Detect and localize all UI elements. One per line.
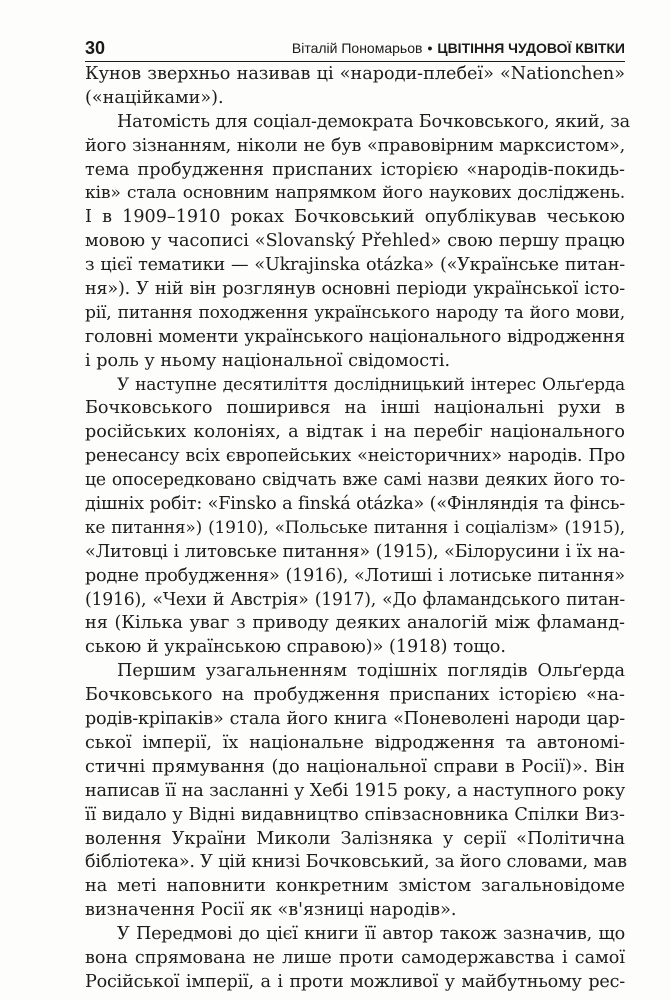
text-line: родне пробудження» (1916), «Лотиші і лотиське питання» <box>85 565 625 586</box>
body-text <box>85 63 630 995</box>
page-number: 30 <box>85 38 106 58</box>
text-line: Бочковського на пробудження приспаних історією «на- <box>85 685 625 706</box>
text-line: і роль у ньому національної свідомості. <box>85 350 451 371</box>
text-line: волення України Миколи Залізняка у серії «Політична <box>85 828 625 849</box>
running-head-separator: • <box>427 40 433 56</box>
paragraph <box>85 660 625 923</box>
text-line: її видало у Відні видавництво співзасновника Спілки Виз- <box>85 804 625 825</box>
text-line: Бочковського поширився на інші національні рухи в <box>85 398 625 419</box>
text-line: У Передмові до цієї книги її автор також зазначив, що <box>117 924 625 945</box>
running-head-author: Віталій Пономарьов <box>291 40 423 56</box>
text-line: У наступне десятиліття дослідницький інтерес Ольґерда <box>117 374 625 395</box>
running-head-book-title: ЦВІТІННЯ ЧУДОВОЇ КВІТКИ <box>437 40 625 56</box>
text-line: головні моменти українського національного відродження <box>85 326 625 347</box>
paragraph <box>85 111 630 374</box>
page-header <box>85 38 625 60</box>
paragraph <box>85 923 625 995</box>
text-line: на меті наповнити конкретним змістом загальновідоме <box>85 876 625 897</box>
text-line: ської імперії, їх національне відродження та автономі- <box>85 732 625 753</box>
text-line: бібліотека». У цій книзі Бочковський, за його словами, мав <box>85 852 627 873</box>
text-line: І в 1909–1910 роках Бочковський опублікував чеською <box>85 207 625 228</box>
text-line: рії, питання походження українського народу та його мови, <box>85 302 625 323</box>
text-line: ренесансу всіх європейських «неісторичних» народів. Про <box>85 446 625 467</box>
text-line: «Литовці і литовське питання» (1915), «Білорусини і їх на- <box>85 541 625 562</box>
text-line: стичні прямування (до національної справи в Росії)». Він <box>85 756 625 777</box>
text-line: ня (Кілька уваг з приводу деяких аналогій між фламанд- <box>85 613 625 634</box>
text-line: мовою у часописі «Slovanský Přehled» свою першу працю <box>85 231 625 252</box>
text-line: («наційками»). <box>85 87 224 108</box>
text-line: ня»). У ній він розглянув основні періоди української істо- <box>85 279 625 300</box>
text-line: дішніх робіт: «Finsko a finská otázka» («Фінляндія та фінсь- <box>85 494 625 515</box>
text-line: вона спрямована не лише проти самодержавства і самої <box>85 947 625 968</box>
text-line: (1916), «Чехи й Австрія» (1917), «До фламандського питан- <box>85 589 625 610</box>
text-line: тема пробудження приспаних історією «народів-покидь- <box>85 159 625 180</box>
text-line: Першим узагальненням тодішніх поглядів Ольґерда <box>117 661 625 682</box>
text-line: його зізнанням, ніколи не був «правовірним марксистом», <box>85 135 625 156</box>
text-line: Російської імперії, а і проти можливої у майбутньому рес- <box>85 971 625 992</box>
text-line: ке питання») (1910), «Польське питання і соціалізм» (1915), <box>85 517 625 538</box>
text-line: російських колоніях, а відтак і на перебіг національного <box>85 422 625 443</box>
text-line: Натомість для соціал-демократа Бочковського, який, за <box>117 111 630 132</box>
text-line: написав її на засланні у Хебі 1915 року, а наступного року <box>85 780 625 801</box>
running-head <box>292 40 625 56</box>
text-line: ків» стала основним напрямком його наукових досліджень. <box>85 183 625 204</box>
paragraph <box>85 63 625 111</box>
header-rule <box>85 61 625 62</box>
paragraph <box>85 374 625 661</box>
text-line: визначення Росії як «в'язниці народів». <box>85 900 457 921</box>
text-line: Кунов зверхньо називав ці «народи-плебеї» «Nationchen» <box>85 64 625 84</box>
text-line: з цієї тематики — «Ukrajinska otázka» («Українське питан- <box>85 255 625 276</box>
text-line: родів-кріпаків» стала його книга «Поневолені народи цар- <box>85 709 625 730</box>
text-line: це опосередковано свідчать вже самі назви деяких його то- <box>85 470 625 491</box>
text-line: ською й українською справою)» (1918) тощо. <box>85 637 506 658</box>
